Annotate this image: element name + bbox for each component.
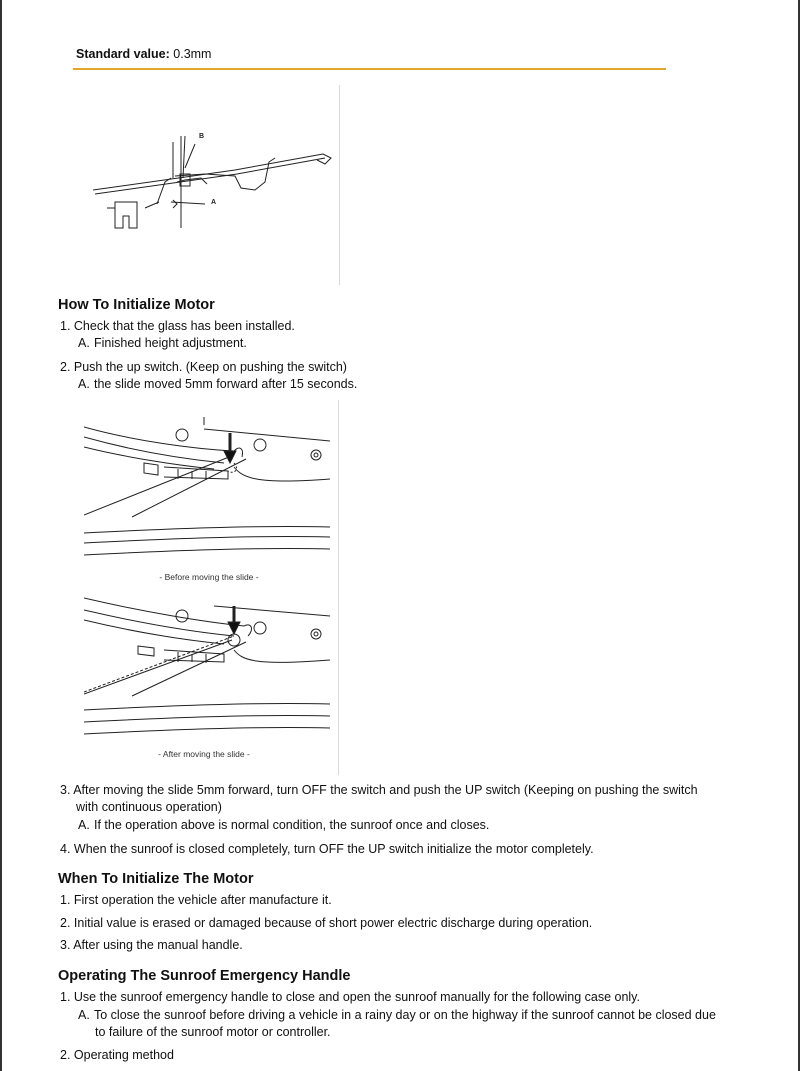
step-3-line-2: with continuous operation): [76, 800, 222, 814]
slide-after-figure: [84, 590, 334, 770]
when-item-2: 2. Initial value is erased or damaged because of short power electric discharge during operation.: [60, 916, 593, 930]
handle-item-1-sub-line-2: to failure of the sunroof motor or controller.: [95, 1025, 331, 1039]
figure-label-a: A: [211, 199, 217, 206]
standard-value: [76, 47, 211, 61]
figure-label-b: B: [199, 133, 205, 140]
step-3: [60, 782, 750, 816]
figure-divider: [339, 85, 340, 285]
header-rule: [73, 68, 666, 70]
step-2: 2. Push the up switch. (Keep on pushing the switch): [60, 360, 347, 374]
handle-item-1-sub: [78, 1007, 748, 1041]
step-2-sub-text: the slide moved 5mm forward after 15 seconds.: [94, 377, 358, 391]
section-title-initialize-motor: How To Initialize Motor: [58, 297, 215, 313]
step-3-sub: [78, 817, 748, 834]
step-1-sub: [78, 335, 748, 352]
slide-before-figure: [84, 405, 334, 590]
height-adjustment-figure: [85, 118, 345, 238]
step-1: 1. Check that the glass has been installed.: [60, 319, 295, 333]
handle-item-1-sub-line-1: To close the sunroof before driving a vehicle in a rainy day or on the highway if the sunroof cannot be closed due: [94, 1008, 716, 1022]
slide-figure-divider: [338, 400, 339, 775]
section-title-emergency-handle: Operating The Sunroof Emergency Handle: [58, 968, 351, 984]
handle-item-1-sub-label: A.: [78, 1008, 90, 1022]
standard-value-label: Standard value:: [76, 47, 170, 61]
step-2-sub: [78, 376, 748, 393]
when-item-3: 3. After using the manual handle.: [60, 938, 243, 952]
step-1-sub-text: Finished height adjustment.: [94, 336, 247, 350]
handle-item-2: 2. Operating method: [60, 1048, 174, 1062]
step-1-sub-label: A.: [78, 336, 90, 350]
step-3-sub-label: A.: [78, 818, 90, 832]
when-item-1: 1. First operation the vehicle after manufacture it.: [60, 893, 332, 907]
step-3-line-1: 3. After moving the slide 5mm forward, turn OFF the switch and push the UP switch (Keeping on pushing the switch: [60, 783, 698, 797]
standard-value-number: 0.3mm: [173, 47, 212, 61]
caption-after-slide: - After moving the slide -: [158, 749, 250, 759]
step-4: 4. When the sunroof is closed completely, turn OFF the UP switch initialize the motor completely.: [60, 842, 594, 856]
handle-item-1: 1. Use the sunroof emergency handle to close and open the sunroof manually for the following case only.: [60, 990, 640, 1004]
step-2-sub-label: A.: [78, 377, 90, 391]
section-title-when-to-initialize: When To Initialize The Motor: [58, 871, 254, 887]
page-border-left: [0, 0, 2, 1071]
caption-before-slide: - Before moving the slide -: [159, 572, 259, 582]
step-3-sub-text: If the operation above is normal condition, the sunroof once and closes.: [94, 818, 490, 832]
